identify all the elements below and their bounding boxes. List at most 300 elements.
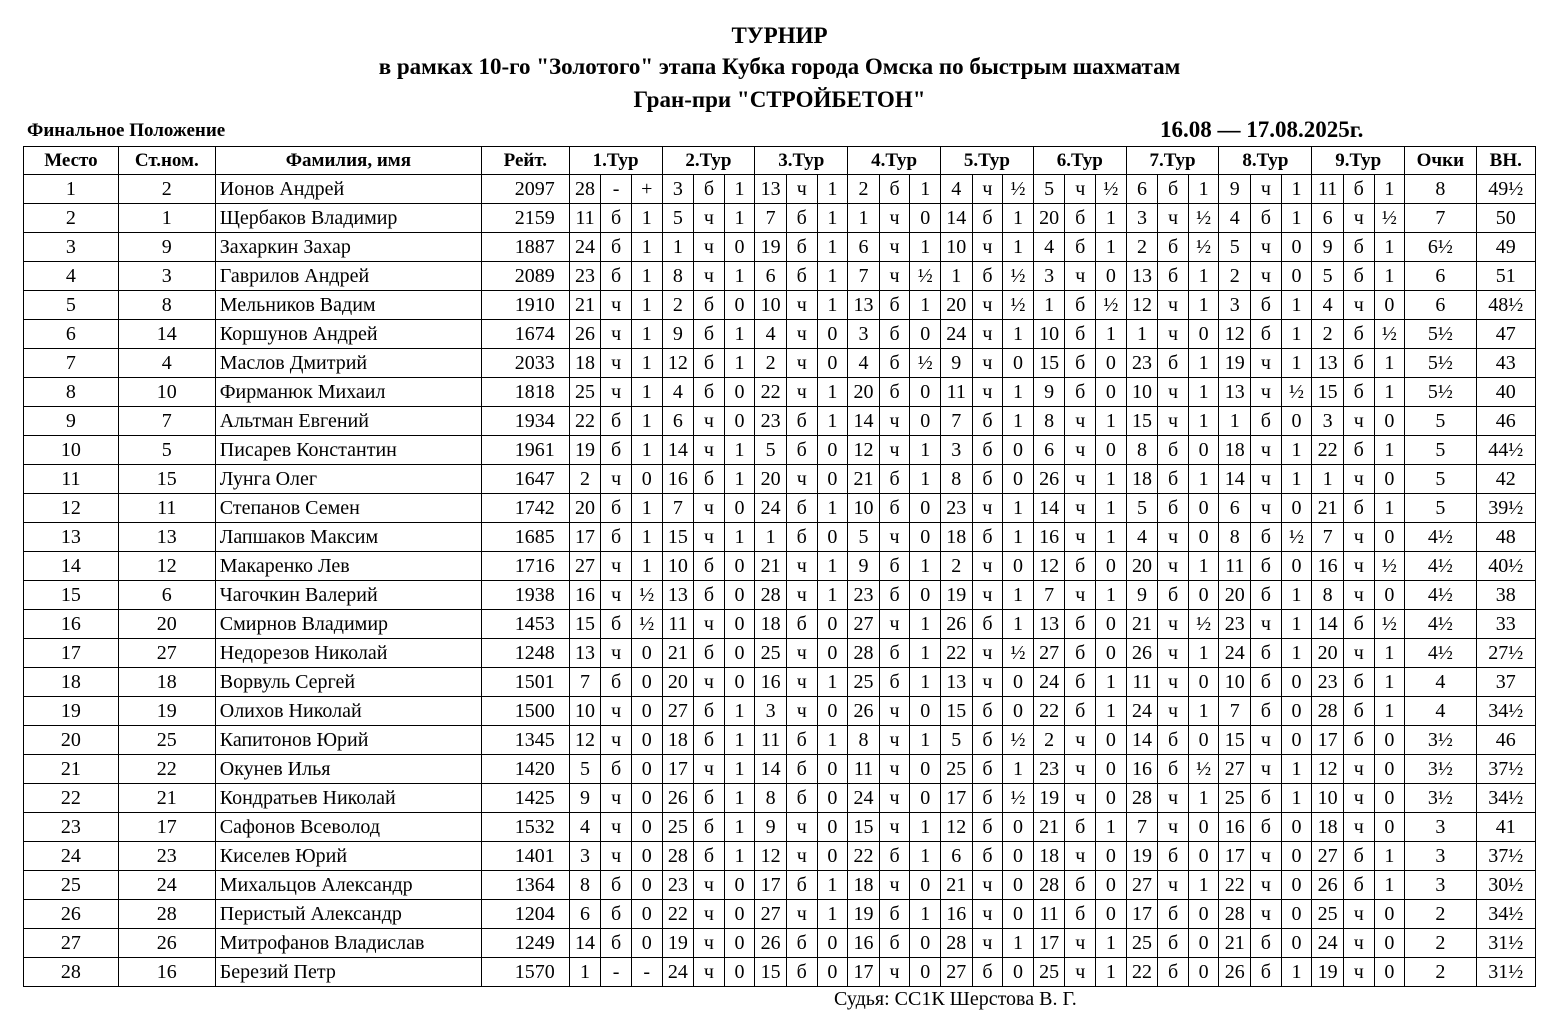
round-7-result-cell: 0 bbox=[1188, 900, 1219, 929]
round-1-result-cell: 0 bbox=[631, 842, 662, 871]
round-4-opponent-cell: 22 bbox=[848, 842, 880, 871]
round-6-opponent-cell: 14 bbox=[1033, 494, 1065, 523]
table-row bbox=[24, 639, 1536, 668]
points-cell: 5 bbox=[1405, 465, 1476, 494]
round-7-result-cell: 1 bbox=[1188, 349, 1219, 378]
round-5-color-cell: б bbox=[972, 465, 1003, 494]
round-7-color-cell: б bbox=[1158, 581, 1189, 610]
round-6-result-cell: 0 bbox=[1096, 900, 1127, 929]
round-4-color-cell: б bbox=[879, 900, 910, 929]
points-cell: 4 bbox=[1405, 668, 1476, 697]
round-8-opponent-cell: 13 bbox=[1219, 378, 1251, 407]
round-5-color-cell: б bbox=[972, 813, 1003, 842]
tiebreak-cell: 37½ bbox=[1476, 755, 1535, 784]
title-line-3: Гран-при "СТРОЙБЕТОН" bbox=[633, 87, 926, 112]
place-cell: 3 bbox=[24, 233, 119, 262]
round-7-opponent-cell: 23 bbox=[1126, 349, 1158, 378]
round-9-color-cell: ч bbox=[1343, 929, 1374, 958]
player-name-cell: Митрофанов Владислав bbox=[215, 929, 481, 958]
round-1-opponent-cell: 4 bbox=[569, 813, 601, 842]
start-number-cell: 11 bbox=[118, 494, 215, 523]
round-8-color-cell: ч bbox=[1251, 726, 1282, 755]
place-cell: 16 bbox=[24, 610, 119, 639]
start-number-cell: 7 bbox=[118, 407, 215, 436]
round-3-color-cell: б bbox=[786, 610, 817, 639]
round-9-opponent-cell: 12 bbox=[1312, 755, 1344, 784]
round-2-opponent-cell: 8 bbox=[662, 262, 694, 291]
round-4-color-cell: ч bbox=[879, 784, 910, 813]
points-cell: 2 bbox=[1405, 958, 1476, 987]
round-7-color-cell: б bbox=[1158, 958, 1189, 987]
round-6-opponent-cell: 13 bbox=[1033, 610, 1065, 639]
table-row bbox=[24, 291, 1536, 320]
round-7-color-cell: б bbox=[1158, 494, 1189, 523]
round-8-result-cell: 0 bbox=[1281, 697, 1312, 726]
round-4-opponent-cell: 1 bbox=[848, 204, 880, 233]
round-6-result-cell: 1 bbox=[1096, 494, 1127, 523]
round-9-color-cell: ч bbox=[1343, 407, 1374, 436]
round-8-result-cell: 0 bbox=[1281, 407, 1312, 436]
round-4-opponent-cell: 11 bbox=[848, 755, 880, 784]
title-line-2: в рамках 10-го "Золотого" этапа Кубка города Омска по быстрым шахматам bbox=[378, 54, 1181, 79]
place-cell: 23 bbox=[24, 813, 119, 842]
round-3-opponent-cell: 17 bbox=[755, 871, 787, 900]
round-5-opponent-cell: 20 bbox=[941, 291, 973, 320]
round-8-opponent-cell: 4 bbox=[1219, 204, 1251, 233]
round-4-opponent-cell: 28 bbox=[848, 639, 880, 668]
round-1-result-cell: 0 bbox=[631, 871, 662, 900]
round-6-color-cell: б bbox=[1065, 813, 1096, 842]
round-9-opponent-cell: 16 bbox=[1312, 552, 1344, 581]
round-2-result-cell: 0 bbox=[724, 900, 755, 929]
round-5-color-cell: ч bbox=[972, 320, 1003, 349]
round-8-opponent-cell: 9 bbox=[1219, 175, 1251, 204]
round-8-result-cell: 1 bbox=[1281, 175, 1312, 204]
round-8-result-cell: 1 bbox=[1281, 958, 1312, 987]
round-6-result-cell: 1 bbox=[1096, 204, 1127, 233]
points-cell: 4½ bbox=[1405, 552, 1476, 581]
round-4-color-cell: ч bbox=[879, 610, 910, 639]
round-3-result-cell: 1 bbox=[817, 494, 848, 523]
round-7-color-cell: б bbox=[1158, 349, 1189, 378]
round-4-opponent-cell: 9 bbox=[848, 552, 880, 581]
table-row bbox=[24, 871, 1536, 900]
round-2-opponent-cell: 20 bbox=[662, 668, 694, 697]
round-9-result-cell: 1 bbox=[1374, 349, 1405, 378]
round-9-opponent-cell: 25 bbox=[1312, 900, 1344, 929]
round-9-color-cell: ч bbox=[1343, 552, 1374, 581]
round-2-result-cell: 1 bbox=[724, 726, 755, 755]
round-7-color-cell: б bbox=[1158, 262, 1189, 291]
place-cell: 6 bbox=[24, 320, 119, 349]
round-3-color-cell: б bbox=[786, 436, 817, 465]
round-5-color-cell: б bbox=[972, 262, 1003, 291]
points-cell: 5 bbox=[1405, 407, 1476, 436]
round-7-color-cell: ч bbox=[1158, 320, 1189, 349]
points-cell: 3½ bbox=[1405, 784, 1476, 813]
tiebreak-cell: 34½ bbox=[1476, 784, 1535, 813]
tiebreak-cell: 27½ bbox=[1476, 639, 1535, 668]
round-5-opponent-cell: 27 bbox=[941, 958, 973, 987]
judge-signature-line: Судья: СС1К Шерстова В. Г. bbox=[834, 988, 1077, 1010]
points-cell: 7 bbox=[1405, 204, 1476, 233]
round-9-result-cell: 1 bbox=[1374, 668, 1405, 697]
round-3-result-cell: 1 bbox=[817, 726, 848, 755]
round-8-color-cell: б bbox=[1251, 784, 1282, 813]
round-4-result-cell: 0 bbox=[910, 494, 941, 523]
start-number-cell: 23 bbox=[118, 842, 215, 871]
round-9-color-cell: б bbox=[1343, 610, 1374, 639]
round-9-result-cell: 1 bbox=[1374, 233, 1405, 262]
round-5-opponent-cell: 12 bbox=[941, 813, 973, 842]
round-1-opponent-cell: 19 bbox=[569, 436, 601, 465]
round-1-opponent-cell: 13 bbox=[569, 639, 601, 668]
start-number-cell: 13 bbox=[118, 523, 215, 552]
round-2-result-cell: 1 bbox=[724, 320, 755, 349]
round-9-opponent-cell: 9 bbox=[1312, 233, 1344, 262]
header-round-8: 8.Тур bbox=[1219, 147, 1312, 175]
round-3-result-cell: 1 bbox=[817, 262, 848, 291]
round-1-color-cell: ч bbox=[601, 378, 632, 407]
round-9-opponent-cell: 3 bbox=[1312, 407, 1344, 436]
round-9-result-cell: 0 bbox=[1374, 726, 1405, 755]
round-6-color-cell: ч bbox=[1065, 929, 1096, 958]
round-4-result-cell: 1 bbox=[910, 726, 941, 755]
round-4-color-cell: б bbox=[879, 842, 910, 871]
round-6-color-cell: б bbox=[1065, 871, 1096, 900]
round-1-color-cell: ч bbox=[601, 784, 632, 813]
round-8-opponent-cell: 19 bbox=[1219, 349, 1251, 378]
round-3-color-cell: ч bbox=[786, 378, 817, 407]
round-4-color-cell: ч bbox=[879, 233, 910, 262]
place-cell: 4 bbox=[24, 262, 119, 291]
round-3-result-cell: 1 bbox=[817, 581, 848, 610]
round-3-result-cell: 1 bbox=[817, 900, 848, 929]
round-5-opponent-cell: 24 bbox=[941, 320, 973, 349]
round-3-color-cell: б bbox=[786, 204, 817, 233]
round-7-color-cell: ч bbox=[1158, 523, 1189, 552]
round-3-color-cell: б bbox=[786, 958, 817, 987]
round-2-result-cell: 1 bbox=[724, 755, 755, 784]
round-4-opponent-cell: 20 bbox=[848, 378, 880, 407]
round-6-opponent-cell: 20 bbox=[1033, 204, 1065, 233]
round-2-color-cell: б bbox=[694, 842, 725, 871]
round-1-color-cell: - bbox=[601, 175, 632, 204]
table-row bbox=[24, 320, 1536, 349]
round-4-color-cell: б bbox=[879, 639, 910, 668]
round-8-color-cell: ч bbox=[1251, 349, 1282, 378]
round-5-result-cell: 1 bbox=[1003, 320, 1034, 349]
points-cell: 5½ bbox=[1405, 378, 1476, 407]
round-3-color-cell: б bbox=[786, 407, 817, 436]
round-5-result-cell: 1 bbox=[1003, 610, 1034, 639]
start-number-cell: 1 bbox=[118, 204, 215, 233]
rating-cell: 1674 bbox=[481, 320, 569, 349]
round-2-color-cell: ч bbox=[694, 204, 725, 233]
round-8-opponent-cell: 18 bbox=[1219, 436, 1251, 465]
round-4-result-cell: 1 bbox=[910, 610, 941, 639]
round-5-result-cell: 0 bbox=[1003, 842, 1034, 871]
round-3-opponent-cell: 11 bbox=[755, 726, 787, 755]
round-3-opponent-cell: 4 bbox=[755, 320, 787, 349]
round-6-opponent-cell: 5 bbox=[1033, 175, 1065, 204]
round-1-color-cell: б bbox=[601, 436, 632, 465]
round-2-result-cell: 1 bbox=[724, 784, 755, 813]
round-2-color-cell: б bbox=[694, 349, 725, 378]
rating-cell: 1934 bbox=[481, 407, 569, 436]
header-start-number: Ст.ном. bbox=[118, 147, 215, 175]
round-1-opponent-cell: 22 bbox=[569, 407, 601, 436]
round-6-opponent-cell: 7 bbox=[1033, 581, 1065, 610]
player-name-cell: Альтман Евгений bbox=[215, 407, 481, 436]
round-7-opponent-cell: 16 bbox=[1126, 755, 1158, 784]
place-cell: 7 bbox=[24, 349, 119, 378]
round-4-color-cell: б bbox=[879, 291, 910, 320]
round-3-opponent-cell: 3 bbox=[755, 697, 787, 726]
round-3-opponent-cell: 1 bbox=[755, 523, 787, 552]
round-3-color-cell: б bbox=[786, 494, 817, 523]
round-1-opponent-cell: 26 bbox=[569, 320, 601, 349]
round-9-result-cell: 1 bbox=[1374, 842, 1405, 871]
round-6-opponent-cell: 12 bbox=[1033, 552, 1065, 581]
round-2-color-cell: ч bbox=[694, 262, 725, 291]
round-7-opponent-cell: 22 bbox=[1126, 958, 1158, 987]
player-name-cell: Макаренко Лев bbox=[215, 552, 481, 581]
round-1-opponent-cell: 6 bbox=[569, 900, 601, 929]
round-9-result-cell: 0 bbox=[1374, 523, 1405, 552]
round-4-color-cell: ч bbox=[879, 697, 910, 726]
round-3-opponent-cell: 10 bbox=[755, 291, 787, 320]
round-1-color-cell: ч bbox=[601, 349, 632, 378]
round-4-opponent-cell: 8 bbox=[848, 726, 880, 755]
round-6-result-cell: 1 bbox=[1096, 233, 1127, 262]
round-2-result-cell: 1 bbox=[724, 465, 755, 494]
round-6-result-cell: 1 bbox=[1096, 929, 1127, 958]
round-6-color-cell: ч bbox=[1065, 726, 1096, 755]
start-number-cell: 16 bbox=[118, 958, 215, 987]
round-3-opponent-cell: 24 bbox=[755, 494, 787, 523]
round-6-result-cell: ½ bbox=[1096, 175, 1127, 204]
start-number-cell: 8 bbox=[118, 291, 215, 320]
round-9-opponent-cell: 15 bbox=[1312, 378, 1344, 407]
round-2-opponent-cell: 11 bbox=[662, 610, 694, 639]
round-6-color-cell: ч bbox=[1065, 755, 1096, 784]
round-1-opponent-cell: 15 bbox=[569, 610, 601, 639]
round-5-opponent-cell: 28 bbox=[941, 929, 973, 958]
round-5-color-cell: б bbox=[972, 610, 1003, 639]
round-8-result-cell: 1 bbox=[1281, 465, 1312, 494]
points-cell: 4½ bbox=[1405, 581, 1476, 610]
round-3-opponent-cell: 27 bbox=[755, 900, 787, 929]
round-7-result-cell: 0 bbox=[1188, 668, 1219, 697]
round-6-result-cell: 1 bbox=[1096, 668, 1127, 697]
round-8-result-cell: 0 bbox=[1281, 552, 1312, 581]
round-8-result-cell: 1 bbox=[1281, 291, 1312, 320]
round-4-color-cell: б bbox=[879, 552, 910, 581]
round-6-result-cell: 0 bbox=[1096, 552, 1127, 581]
round-8-result-cell: 0 bbox=[1281, 262, 1312, 291]
round-2-opponent-cell: 9 bbox=[662, 320, 694, 349]
start-number-cell: 4 bbox=[118, 349, 215, 378]
round-7-color-cell: б bbox=[1158, 842, 1189, 871]
points-cell: 4½ bbox=[1405, 610, 1476, 639]
round-3-color-cell: ч bbox=[786, 175, 817, 204]
round-2-color-cell: ч bbox=[694, 871, 725, 900]
round-5-opponent-cell: 15 bbox=[941, 697, 973, 726]
round-5-color-cell: ч bbox=[972, 552, 1003, 581]
player-name-cell: Лапшаков Максим bbox=[215, 523, 481, 552]
round-1-result-cell: 1 bbox=[631, 378, 662, 407]
place-cell: 25 bbox=[24, 871, 119, 900]
round-5-result-cell: 1 bbox=[1003, 523, 1034, 552]
round-3-opponent-cell: 22 bbox=[755, 378, 787, 407]
round-9-result-cell: ½ bbox=[1374, 204, 1405, 233]
round-3-color-cell: ч bbox=[786, 842, 817, 871]
round-3-opponent-cell: 19 bbox=[755, 233, 787, 262]
table-row bbox=[24, 262, 1536, 291]
round-8-result-cell: 0 bbox=[1281, 929, 1312, 958]
round-1-color-cell: б bbox=[601, 262, 632, 291]
tiebreak-cell: 30½ bbox=[1476, 871, 1535, 900]
points-cell: 4½ bbox=[1405, 523, 1476, 552]
round-6-color-cell: ч bbox=[1065, 842, 1096, 871]
round-1-result-cell: 1 bbox=[631, 407, 662, 436]
header-name: Фамилия, имя bbox=[215, 147, 481, 175]
table-row bbox=[24, 552, 1536, 581]
round-2-color-cell: б bbox=[694, 378, 725, 407]
round-5-result-cell: 0 bbox=[1003, 465, 1034, 494]
round-1-opponent-cell: 18 bbox=[569, 349, 601, 378]
round-1-result-cell: + bbox=[631, 175, 662, 204]
start-number-cell: 27 bbox=[118, 639, 215, 668]
round-5-color-cell: ч bbox=[972, 233, 1003, 262]
round-4-opponent-cell: 14 bbox=[848, 407, 880, 436]
round-4-color-cell: ч bbox=[879, 871, 910, 900]
round-8-result-cell: 0 bbox=[1281, 842, 1312, 871]
round-2-opponent-cell: 12 bbox=[662, 349, 694, 378]
round-7-result-cell: 0 bbox=[1188, 958, 1219, 987]
round-7-result-cell: 1 bbox=[1188, 291, 1219, 320]
rating-cell: 1910 bbox=[481, 291, 569, 320]
round-3-color-cell: б bbox=[786, 929, 817, 958]
round-7-color-cell: ч bbox=[1158, 552, 1189, 581]
round-7-result-cell: 0 bbox=[1188, 726, 1219, 755]
round-1-result-cell: 0 bbox=[631, 755, 662, 784]
round-8-opponent-cell: 12 bbox=[1219, 320, 1251, 349]
round-3-opponent-cell: 26 bbox=[755, 929, 787, 958]
table-row bbox=[24, 610, 1536, 639]
tiebreak-cell: 43 bbox=[1476, 349, 1535, 378]
round-5-color-cell: ч bbox=[972, 900, 1003, 929]
start-number-cell: 18 bbox=[118, 668, 215, 697]
place-cell: 27 bbox=[24, 929, 119, 958]
round-5-opponent-cell: 2 bbox=[941, 552, 973, 581]
round-3-color-cell: б bbox=[786, 726, 817, 755]
round-7-result-cell: 1 bbox=[1188, 378, 1219, 407]
round-4-color-cell: ч bbox=[879, 204, 910, 233]
round-3-result-cell: 0 bbox=[817, 465, 848, 494]
tiebreak-cell: 48½ bbox=[1476, 291, 1535, 320]
round-1-opponent-cell: 21 bbox=[569, 291, 601, 320]
table-row bbox=[24, 523, 1536, 552]
round-6-result-cell: 1 bbox=[1096, 958, 1127, 987]
round-4-opponent-cell: 4 bbox=[848, 349, 880, 378]
round-4-result-cell: 1 bbox=[910, 900, 941, 929]
player-name-cell: Киселев Юрий bbox=[215, 842, 481, 871]
round-9-result-cell: 0 bbox=[1374, 813, 1405, 842]
round-5-color-cell: б bbox=[972, 958, 1003, 987]
round-3-result-cell: 0 bbox=[817, 842, 848, 871]
round-3-color-cell: ч bbox=[786, 900, 817, 929]
round-3-opponent-cell: 14 bbox=[755, 755, 787, 784]
round-5-color-cell: б bbox=[972, 726, 1003, 755]
place-cell: 5 bbox=[24, 291, 119, 320]
round-4-result-cell: 0 bbox=[910, 958, 941, 987]
round-1-opponent-cell: 1 bbox=[569, 958, 601, 987]
round-2-opponent-cell: 3 bbox=[662, 175, 694, 204]
round-8-opponent-cell: 3 bbox=[1219, 291, 1251, 320]
round-2-result-cell: 0 bbox=[724, 639, 755, 668]
round-7-result-cell: 1 bbox=[1188, 465, 1219, 494]
tiebreak-cell: 48 bbox=[1476, 523, 1535, 552]
round-1-result-cell: ½ bbox=[631, 610, 662, 639]
round-1-result-cell: 0 bbox=[631, 726, 662, 755]
round-2-result-cell: 0 bbox=[724, 610, 755, 639]
round-7-opponent-cell: 19 bbox=[1126, 842, 1158, 871]
points-cell: 5½ bbox=[1405, 349, 1476, 378]
header-round-5: 5.Тур bbox=[941, 147, 1034, 175]
round-2-opponent-cell: 15 bbox=[662, 523, 694, 552]
table-row bbox=[24, 465, 1536, 494]
round-1-opponent-cell: 8 bbox=[569, 871, 601, 900]
points-cell: 8 bbox=[1405, 175, 1476, 204]
round-3-color-cell: ч bbox=[786, 349, 817, 378]
round-8-result-cell: 0 bbox=[1281, 726, 1312, 755]
rating-cell: 1938 bbox=[481, 581, 569, 610]
table-row bbox=[24, 726, 1536, 755]
round-5-color-cell: ч bbox=[972, 494, 1003, 523]
round-7-result-cell: 1 bbox=[1188, 407, 1219, 436]
round-6-color-cell: б bbox=[1065, 610, 1096, 639]
player-name-cell: Писарев Константин bbox=[215, 436, 481, 465]
round-8-result-cell: 0 bbox=[1281, 494, 1312, 523]
table-body bbox=[24, 175, 1536, 987]
round-4-result-cell: 1 bbox=[910, 813, 941, 842]
round-9-color-cell: ч bbox=[1343, 465, 1374, 494]
round-2-color-cell: ч bbox=[694, 233, 725, 262]
table-row bbox=[24, 813, 1536, 842]
round-7-result-cell: ½ bbox=[1188, 204, 1219, 233]
round-4-color-cell: ч bbox=[879, 726, 910, 755]
header-round-7: 7.Тур bbox=[1126, 147, 1219, 175]
round-3-result-cell: 0 bbox=[817, 523, 848, 552]
round-1-opponent-cell: 14 bbox=[569, 929, 601, 958]
place-cell: 17 bbox=[24, 639, 119, 668]
round-5-color-cell: ч bbox=[972, 668, 1003, 697]
round-8-result-cell: 1 bbox=[1281, 581, 1312, 610]
round-4-color-cell: б bbox=[879, 349, 910, 378]
start-number-cell: 3 bbox=[118, 262, 215, 291]
round-4-result-cell: 0 bbox=[910, 871, 941, 900]
round-1-opponent-cell: 28 bbox=[569, 175, 601, 204]
player-name-cell: Окунев Илья bbox=[215, 755, 481, 784]
round-1-result-cell: 0 bbox=[631, 929, 662, 958]
round-4-opponent-cell: 3 bbox=[848, 320, 880, 349]
round-4-result-cell: 1 bbox=[910, 436, 941, 465]
round-3-color-cell: ч bbox=[786, 291, 817, 320]
round-8-opponent-cell: 7 bbox=[1219, 697, 1251, 726]
round-9-opponent-cell: 14 bbox=[1312, 610, 1344, 639]
